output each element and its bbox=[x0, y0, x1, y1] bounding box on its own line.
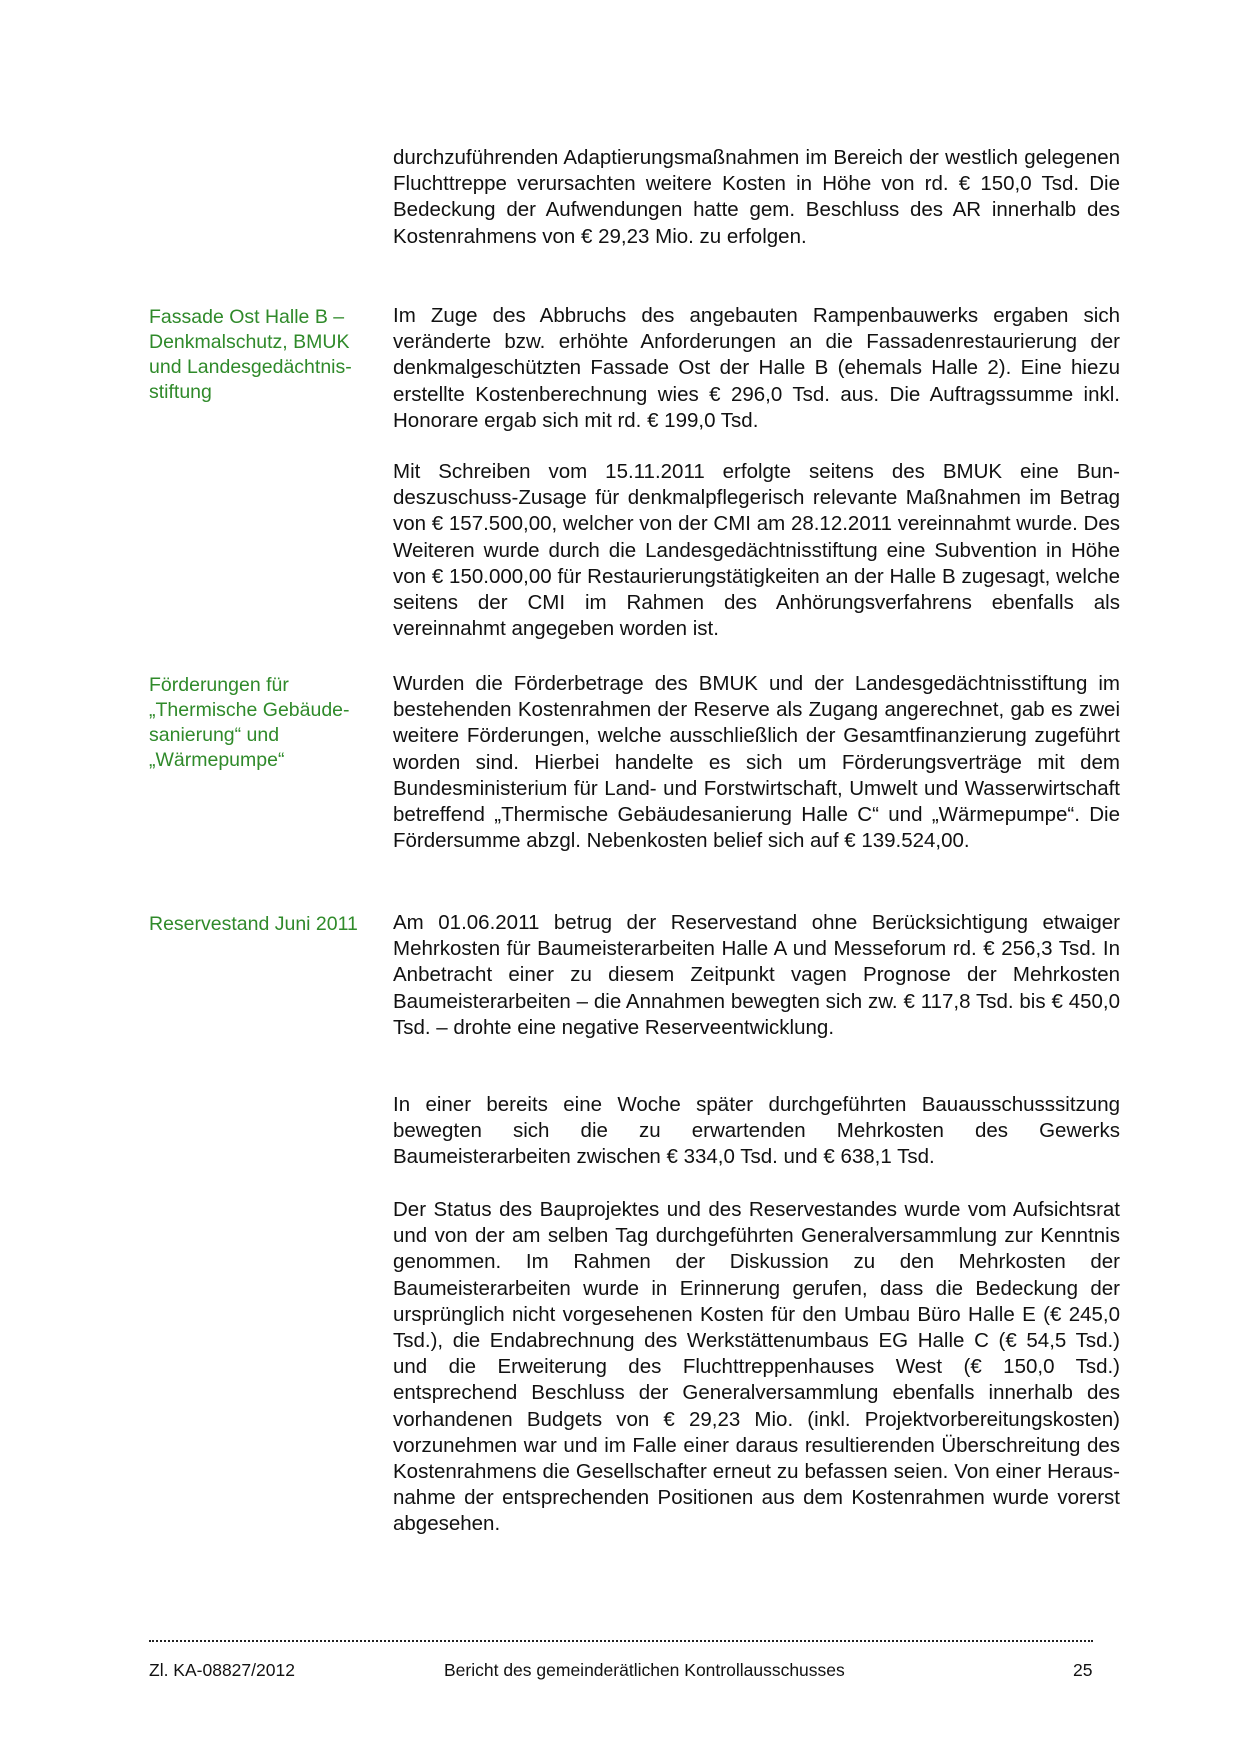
footer-reference: Zl. KA-08827/2012 bbox=[149, 1660, 295, 1680]
paragraph-funding-thermal: Wurden die Förderbetrage des BMUK und der Landesgedächtnisstiftung im bestehenden Kostenrahmen der Reserve als Zugang angerechnet, gab es zwei weitere Förderungen, welche ausschließlich der Gesamtfinanzierung zugeführt worden sind. Hierbei handelte es sich um Förderungsverträge mit dem Bundesministerium für Land- und Forstwirtschaft, Umwelt und Wasserwirtschaft betreffend „Thermische Gebäudesanierung Halle C“ und „Wärmepumpe“. Die Fördersumme abzgl. Nebenkosten belief sich auf € 139.524,00. bbox=[393, 672, 1120, 853]
paragraph-project-status: Der Status des Bauprojektes und des Reservestandes wurde vom Aufsichtsrat und von der am selben Tag durchgeführten Generalversammlung zur Kenntnis genommen. Im Rahmen der Diskussion zu den Mehrkosten der Baumeisterarbeiten wurde in Erinnerung gerufen, dass die Bedeckung der ursprünglich nicht vorgesehenen Kosten für den Umbau Büro Halle E (€ 245,0 Tsd.), die Endabrechnung des Werkstättenumbaus EG Halle C (€ 54,5 Tsd.) und die Erweiterung des Fluchttreppenhauses West (€ 150,0 Tsd.) entsprechend Beschluss der Generalversammlung ebenfalls innerhalb des vorhandenen Budgets von € 29,23 Mio. (inkl. Projektvorbereitungskosten) vorzunehmen war und im Falle einer daraus resultierenden Überschreitung des Kostenrahmens die Gesellschafter erneut zu befassen seien. Von einer Herausnahme der entsprechenden Positionen aus dem Kostenrahmen wurde vorerst abgesehen. bbox=[393, 1198, 1120, 1536]
footer-report-title: Bericht des gemeinderätlichen Kontrollausschusses bbox=[444, 1660, 845, 1680]
paragraph-facade-restoration: Im Zuge des Abbruchs des angebauten Rampenbauwerks ergaben sich veränderte bzw. erhöhte Anforderungen an die Fassadenrestaurierung der denkmalgeschützten Fassade Ost der Halle B (ehemals Halle 2). Eine hiezu erstellte Kostenberechnung wies € 296,0 Tsd. aus. Die Auftragssumme inkl. Honorare ergab sich mit rd. € 199,0 Tsd. bbox=[393, 304, 1120, 432]
margin-note-foerderungen: Förderungen für „Thermische Gebäudesanierung“ und „Wärmepumpe“ bbox=[149, 674, 350, 771]
page-number: 25 bbox=[1073, 1660, 1093, 1680]
paragraph-reserve-june: Am 01.06.2011 betrug der Reservestand ohne Berücksichtigung etwaiger Mehrkosten für Baumeisterarbeiten Halle A und Messeforum rd. € 256,3 Tsd. In Anbetracht einer zu diesem Zeitpunkt vagen Prognose der Mehrkosten Baumeisterarbeiten – die Annahmen bewegten sich zw. € 117,8 Tsd. bis € 450,0 Tsd. – drohte eine negative Reserveentwicklung. bbox=[393, 911, 1120, 1039]
footer-divider bbox=[149, 1640, 1093, 1642]
margin-note-fassade-ost: Fassade Ost Halle B – Denkmalschutz, BMUK und Landesgedächtnisstiftung bbox=[149, 306, 352, 403]
paragraph-escape-stair-costs: durchzuführenden Adaptierungsmaßnahmen im Bereich der westlich gelegenen Fluchttreppe verursachten weitere Kosten in Höhe von rd. € 150,0 Tsd. Die Bedeckung der Aufwendungen hatte gem. Beschluss des AR innerhalb des Kostenrahmens von € 29,23 Mio. zu erfolgen. bbox=[393, 146, 1120, 248]
margin-note-reservestand: Reservestand Juni 2011 bbox=[149, 913, 358, 935]
paragraph-building-committee: In einer bereits eine Woche später durchgeführten Bauausschusssitzung bewegten sich die zu erwartenden Mehrkosten des Gewerks Baumeisterarbeiten zwischen € 334,0 Tsd. und € 638,1 Tsd. bbox=[393, 1093, 1120, 1169]
paragraph-bmuk-subsidy: Mit Schreiben vom 15.11.2011 erfolgte seitens des BMUK eine Bundeszuschuss-Zusage für denkmalpflegerisch relevante Maßnahmen im Betrag von € 157.500,00, welcher von der CMI am 28.12.2011 vereinnahmt wurde. Des Weiteren wurde durch die Landesgedächtnisstiftung eine Subvention in Höhe von € 150.000,00 für Restaurierungstätigkeiten an der Halle B zugesagt, welche seitens der CMI im Rahmen des Anhörungsverfahrens ebenfalls als vereinnahmt angegeben worden ist. bbox=[393, 460, 1120, 641]
